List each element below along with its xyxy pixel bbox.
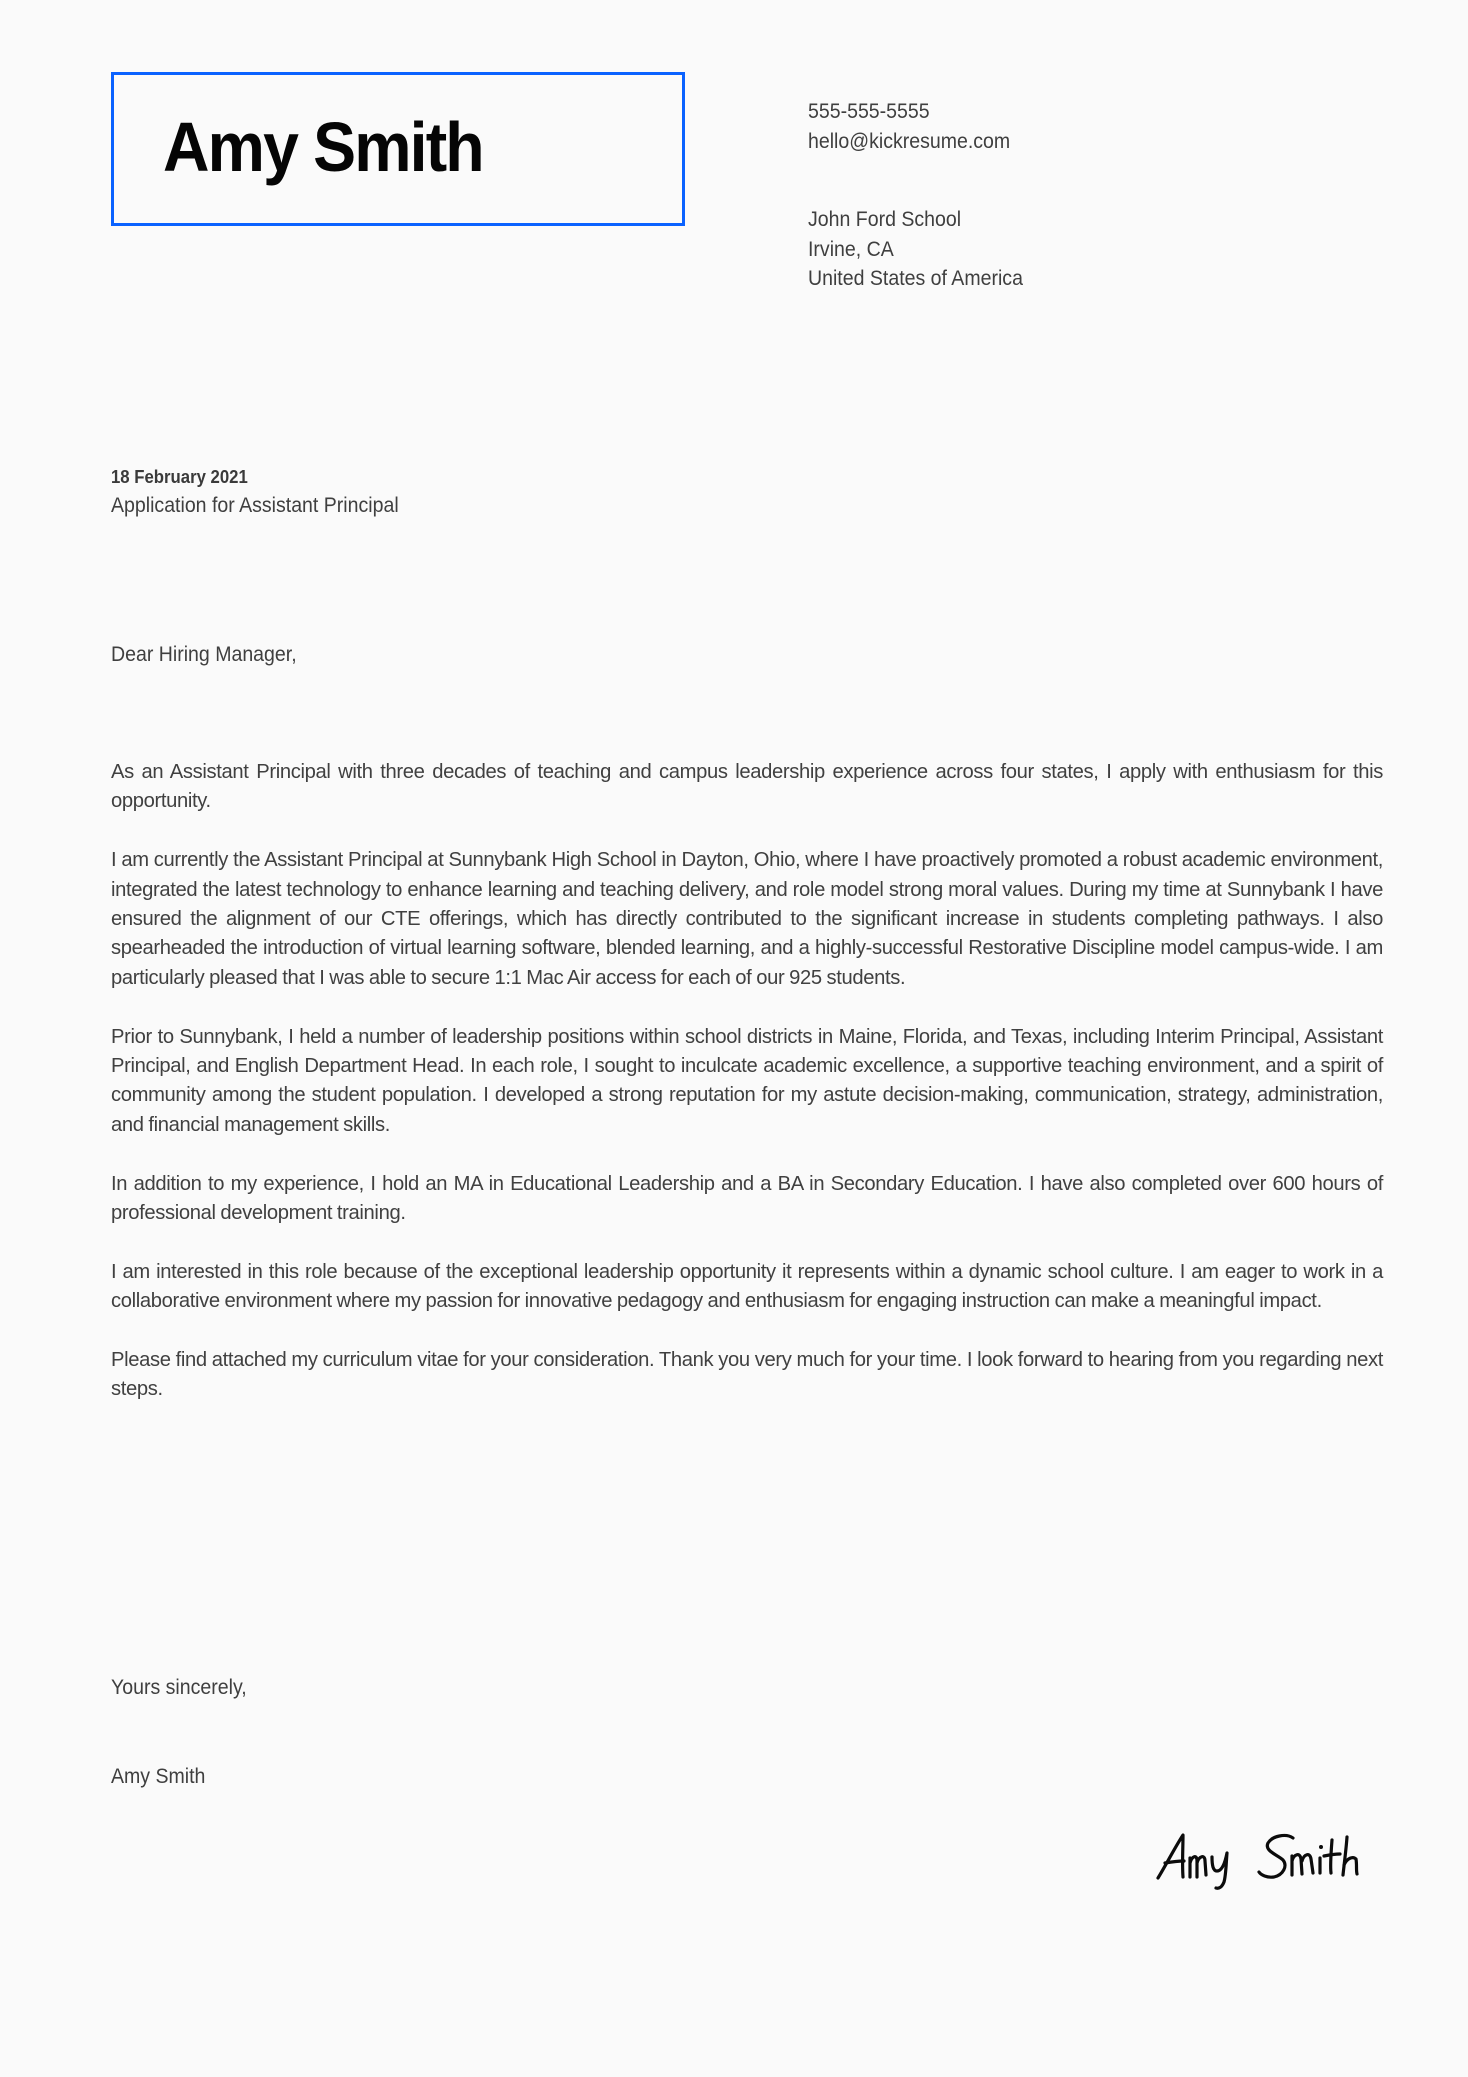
- signature-stroke-h: [1343, 1837, 1357, 1875]
- phone-number: 555-555-5555: [808, 100, 930, 123]
- contact-info: [808, 97, 1010, 156]
- email-address: hello@kickresume.com: [808, 129, 1011, 153]
- signature-i-dot: [1319, 1845, 1323, 1849]
- letter-date: 18 February 2021: [111, 467, 248, 487]
- salutation: Dear Hiring Manager,: [111, 643, 297, 666]
- signature-stroke-y: [1212, 1853, 1227, 1888]
- recipient-organization: John Ford School: [808, 208, 962, 231]
- closing-phrase: Yours sincerely,: [111, 1676, 247, 1699]
- signer-name: Amy Smith: [111, 1765, 206, 1788]
- recipient-city-state: Irvine, CA: [808, 237, 894, 261]
- body-paragraph: As an Assistant Principal with three decades of teaching and campus leadership experience across four states, I apply with enthusiasm for this opportunity.: [111, 761, 1383, 813]
- handwritten-signature: [1150, 1825, 1390, 1900]
- signature-stroke-a: [1158, 1835, 1183, 1878]
- recipient-country: United States of America: [808, 267, 1023, 291]
- signature-stroke-m1: [1190, 1857, 1206, 1877]
- body-paragraph: Prior to Sunnybank, I held a number of leadership positions within school districts in Maine, Florida, and Texas, including Interim Principal, Assistant Principal, and English Department Head. In each role, I sought to inculcate academic excellence, a supportive teaching environment, and a spirit of community among the student population. I developed a strong reputation for my astute decision-making, communication, strategy, administration, and financial management skills.: [111, 1025, 1383, 1136]
- body-paragraph: In addition to my experience, I hold an MA in Educational Leadership and a BA in Secondary Education. I have also completed over 600 hours of professional development training.: [111, 1172, 1383, 1225]
- name-header-box: [111, 72, 685, 226]
- signature-stroke-m2: [1292, 1855, 1313, 1875]
- body-paragraph: I am currently the Assistant Principal at Sunnybank High School in Dayton, Ohio, where I have proactively promoted a robust academic environment, integrated the latest technology to enhance learning and teaching delivery, and role model strong moral values. During my time at Sunnybank I have ensured the alignment of our CTE offerings, which has directly contributed to the significant increase in students completing pathways. I also spearheaded the introduction of virtual learning software, blended learning, and a highly-successful Restorative Discipline model campus-wide. I am particularly pleased that I was able to secure 1:1 Mac Air access for each of our 925 students.: [111, 849, 1383, 989]
- letter-body: [111, 758, 1383, 1434]
- recipient-address: [808, 205, 1023, 294]
- body-paragraph: I am interested in this role because of the exceptional leadership opportunity it represents within a dynamic school culture. I am eager to work in a collaborative environment where my passion for innovative pedagogy and enthusiasm for engaging instruction can make a meaningful impact.: [111, 1260, 1383, 1313]
- applicant-name-title: Amy Smith: [163, 108, 483, 186]
- signature-stroke-t: [1331, 1840, 1332, 1873]
- signature-stroke-s: [1259, 1836, 1293, 1878]
- letter-subject: Application for Assistant Principal: [111, 494, 399, 517]
- body-paragraph: Please find attached my curriculum vitae for your consideration. Thank you very much for your time. I look forward to hearing from you regarding next steps.: [111, 1349, 1383, 1401]
- signature-stroke-t-bar: [1324, 1854, 1340, 1856]
